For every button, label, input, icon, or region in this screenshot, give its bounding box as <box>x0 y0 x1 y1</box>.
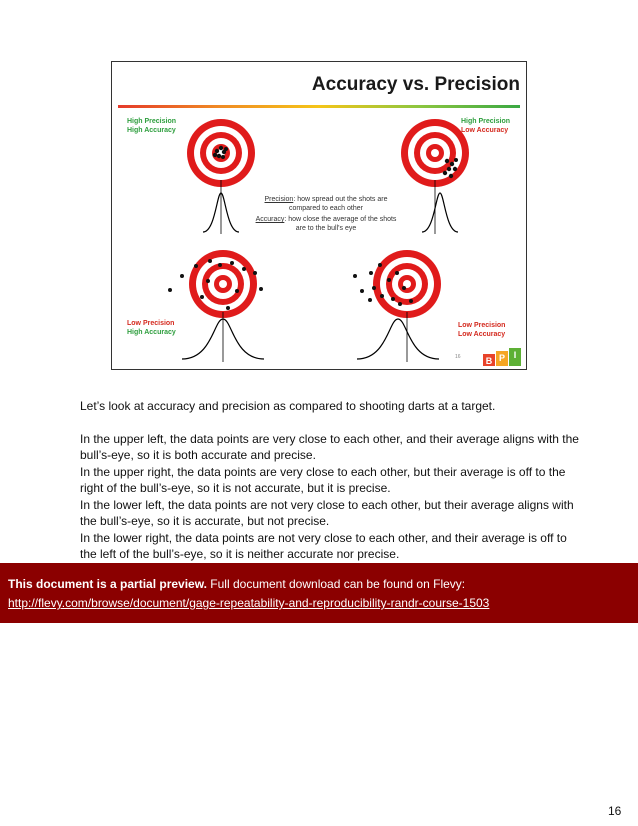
upper-right-paragraph: In the upper right, the data points are very close to each other, but their average is off to the right of the bull’s-eye, so it is not accurate, but it is precise. <box>80 464 566 495</box>
bpi-logo: B P I <box>483 348 523 366</box>
label-bottom-right: Low Precision Low Accuracy <box>458 322 506 338</box>
preview-banner <box>0 563 638 623</box>
label-bottom-left: Low Precision High Accuracy <box>127 320 176 336</box>
lower-right-paragraph: In the lower right, the data points are not very close to each other, and their average is off to the left of the bull’s-eye, so it is neither accurate nor precise. <box>80 530 567 561</box>
document-body <box>80 398 580 563</box>
slide-title: Accuracy vs. Precision <box>311 74 520 95</box>
target-bottom-left <box>189 250 257 318</box>
curve-bottom-right <box>357 319 439 359</box>
download-link[interactable]: http://flevy.com/browse/document/gage-repeatability-and-reproducibility-randr-course-1503 <box>8 596 490 610</box>
page-number: 16 <box>608 804 622 818</box>
lower-left-paragraph: In the lower left, the data points are not very close to each other, but their average aligns with the bull’s-eye, so it is accurate, but not precise. <box>80 497 574 528</box>
slide-image <box>111 61 527 370</box>
label-top-left: High Precision High Accuracy <box>127 118 177 134</box>
curve-top-right <box>422 193 458 232</box>
upper-left-paragraph: In the upper left, the data points are very close to each other, and their average aligns with the bull’s-eye, so it is both accurate and precise. <box>80 431 579 462</box>
target-top-left <box>187 119 255 187</box>
banner-bold-text: This document is a partial preview. <box>8 577 207 591</box>
slide-number: 16 <box>455 354 461 360</box>
target-top-right <box>401 119 469 187</box>
intro-paragraph: Let’s look at accuracy and precision as compared to shooting darts at a target. <box>80 399 496 413</box>
label-top-right: High Precision Low Accuracy <box>461 118 511 134</box>
definitions: Precision: how spread out the shots are compared to each other Accuracy: how close the average of the shots are to the bull's eye <box>255 196 397 232</box>
banner-text: Full document download can be found on Flevy: <box>210 577 466 591</box>
target-bottom-right <box>373 250 441 318</box>
